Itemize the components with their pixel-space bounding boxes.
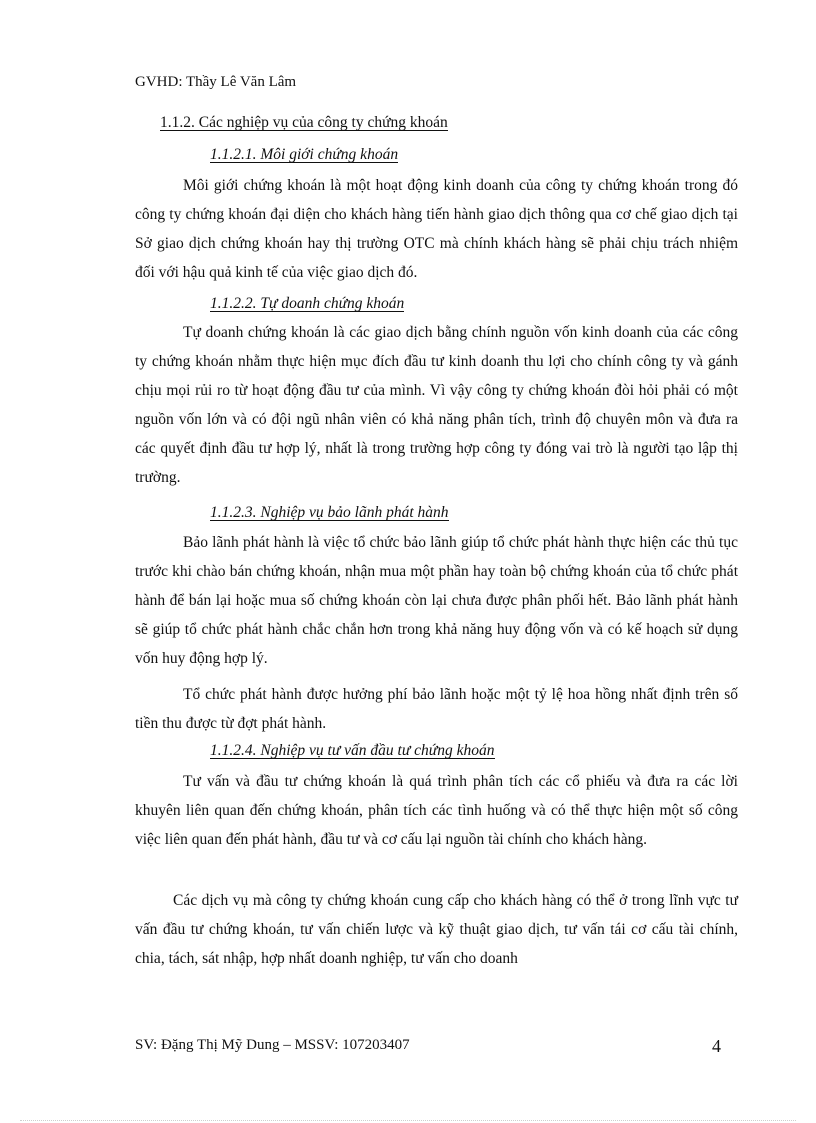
paragraph: Môi giới chứng khoán là một hoạt động kinh doanh của công ty chứng khoán trong đó công ty chứng khoán đại diện cho khách hàng tiến hành giao dịch thông qua cơ chế giao dịch tại Sở giao dịch chứng khoán hay thị trường OTC mà chính khách hàng sẽ phải chịu trách nhiệm đối với hậu quả kinh tế của việc giao dịch đó. — [135, 177, 738, 281]
subsection-1-title: 1.1.2.1. Môi giới chứng khoán — [210, 146, 399, 163]
paragraph: Các dịch vụ mà công ty chứng khoán cung cấp cho khách hàng có thể ở trong lĩnh vực tư vấn đầu tư chứng khoán, tư vấn chiến lược và kỹ thuật giao dịch, tư vấn tái cơ cấu tài chính, chia, tách, sát nhập, hợp nhất doanh nghiệp, tư vấn cho doanh — [135, 892, 738, 967]
paragraph: Tự doanh chứng khoán là các giao dịch bằng chính nguồn vốn kinh doanh của các công ty chứng khoán nhằm thực hiện mục đích đầu tư kinh doanh thu lợi cho chính công ty và gánh chịu mọi rủi ro từ hoạt động đầu tư của mình. Vì vậy công ty chứng khoán đòi hỏi phải có một nguồn vốn lớn và có đội ngũ nhân viên có khả năng phân tích, trình độ chuyên môn và đưa ra các quyết định đầu tư hợp lý, nhất là trong trường hợp công ty đóng vai trò là người tạo lập thị trường. — [135, 324, 738, 486]
section-title: 1.1.2. Các nghiệp vụ của công ty chứng khoán — [160, 114, 448, 131]
page-header: GVHD: Thầy Lê Văn Lâm — [135, 74, 297, 90]
page-footer: SV: Đặng Thị Mỹ Dung – MSSV: 107203407 — [135, 1037, 410, 1053]
page-number: 4 — [712, 1036, 721, 1056]
subsection-2-title: 1.1.2.2. Tự doanh chứng khoán — [210, 295, 405, 312]
page-divider — [20, 1120, 796, 1121]
subsection-3-title: 1.1.2.3. Nghiệp vụ bảo lãnh phát hành — [210, 504, 449, 521]
subsection-4-title: 1.1.2.4. Nghiệp vụ tư vấn đầu tư chứng khoán — [210, 742, 495, 759]
paragraph: Tổ chức phát hành được hưởng phí bảo lãnh hoặc một tỷ lệ hoa hồng nhất định trên số tiền thu được từ đợt phát hành. — [135, 686, 738, 732]
paragraph: Tư vấn và đầu tư chứng khoán là quá trình phân tích các cổ phiếu và đưa ra các lời khuyên liên quan đến chứng khoán, phân tích các tình huống và có thể thực hiện một số công việc liên quan đến phát hành, đầu tư và cơ cấu lại nguồn tài chính cho khách hàng. — [135, 773, 738, 848]
paragraph: Bảo lãnh phát hành là việc tổ chức bảo lãnh giúp tổ chức phát hành thực hiện các thủ tục trước khi chào bán chứng khoán, nhận mua một phần hay toàn bộ chứng khoán của tổ chức phát hành để bán lại hoặc mua số chứng khoán còn lại chưa được phân phối hết. Bảo lãnh phát hành sẽ giúp tổ chức phát hành chắc chắn hơn trong khả năng huy động vốn và có kế hoạch sử dụng vốn huy động hợp lý. — [135, 534, 738, 667]
